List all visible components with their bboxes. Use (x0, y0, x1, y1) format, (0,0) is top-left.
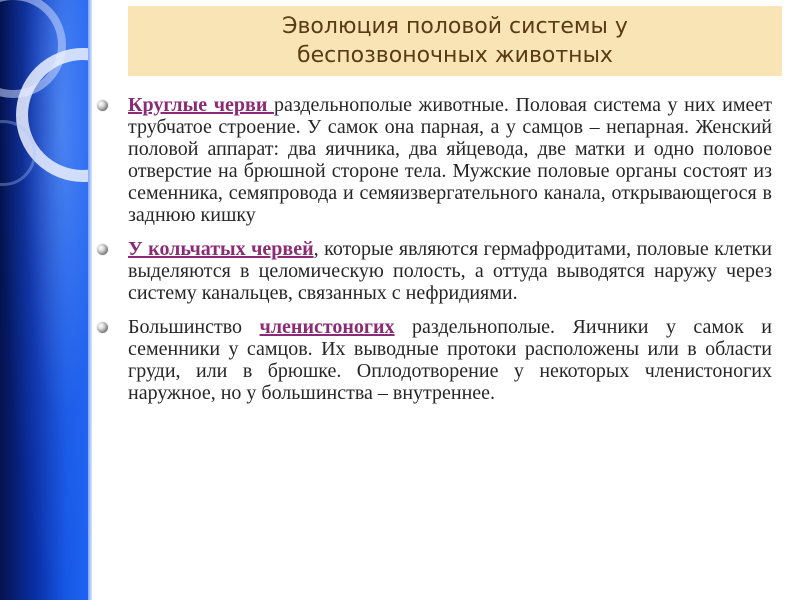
slide-title (128, 6, 782, 76)
paragraph-annelids (96, 238, 772, 304)
sphere-bullet-icon (97, 322, 108, 333)
paragraph-lead: Большинство (128, 316, 260, 338)
slide-body (96, 94, 772, 416)
paragraph-text: , которые являются гермафродитами, половые клетки выделяются в целомическую полость, а оттуда выводятся наружу через систему канальцев, связанных с нефридиями. (128, 238, 772, 304)
term-roundworms: Круглые черви (128, 94, 274, 116)
title-line-2: беспозвоночных животных (297, 43, 613, 68)
paragraph-arthropods (96, 316, 772, 404)
title-line-1: Эволюция половой системы у (282, 14, 628, 39)
paragraph-text: раздельнополые животные. Половая система у них имеет трубчатое строение. У самок она парная, а у самцов – непарная. Женский половой аппарат: два яичника, два яйцевода, две матки и одно половое отверстие на брюшной стороне тела. Мужские половые органы состоят из семенника, семяпровода и семяизвергательного канала, открывающегося в заднюю кишку (128, 94, 772, 226)
term-arthropods: членистоногих (259, 316, 395, 338)
paragraph-roundworms (96, 94, 772, 226)
decorative-side-band (0, 0, 88, 600)
term-annelids: У кольчатых червей (128, 238, 314, 260)
paragraph-text: раздельнополые. Яичники у самок и семенники у самцов. Их выводные протоки расположены или в области груди, или в брюшке. Оплодотворение у некоторых членистоногих наружное, но у большинства – внутреннее. (128, 316, 772, 404)
band-edge-divider (88, 0, 92, 600)
sphere-bullet-icon (97, 244, 108, 255)
sphere-bullet-icon (97, 100, 108, 111)
